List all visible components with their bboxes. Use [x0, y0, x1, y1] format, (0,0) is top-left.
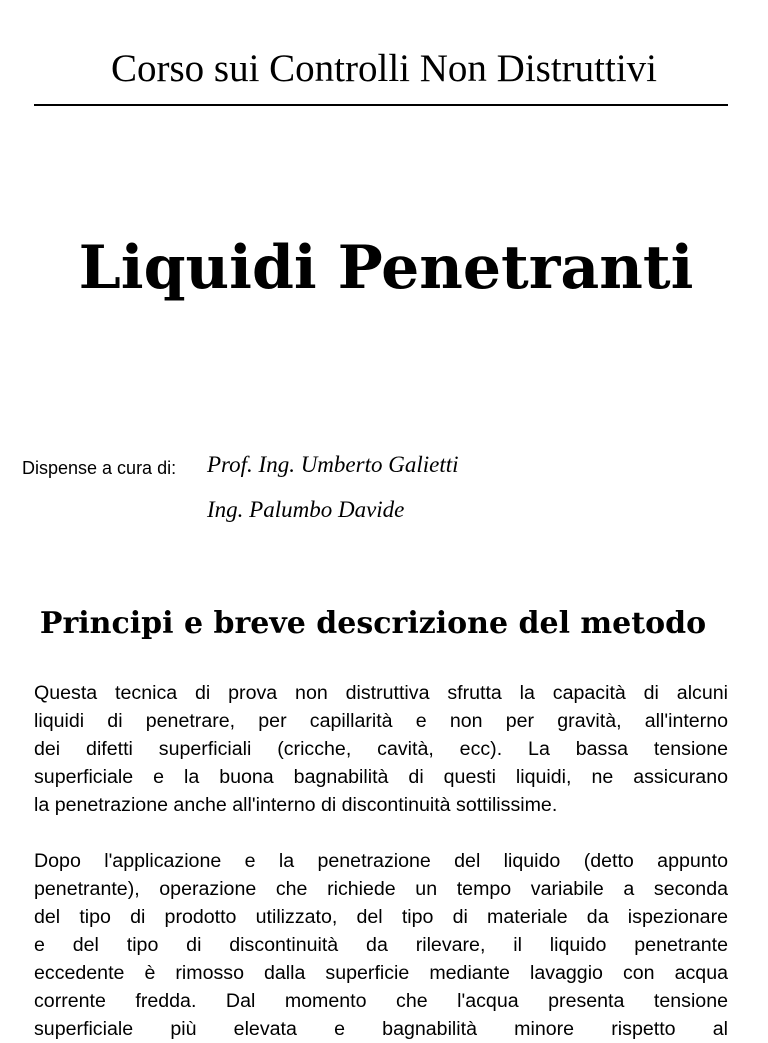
body-paragraph — [34, 847, 728, 1043]
credits-label: Dispense a cura di: — [22, 458, 177, 478]
paragraph-line: eccedente è rimosso dalla superficie mediante lavaggio con acqua — [34, 962, 728, 984]
paragraph-line: superficiale e la buona bagnabilità di questi liquidi, ne assicurano — [34, 766, 728, 788]
course-title: Corso sui Controlli Non Distruttivi — [110, 47, 658, 90]
section-heading: Principi e breve descrizione del metodo — [39, 606, 707, 641]
paragraph-line: la penetrazione anche all'interno di discontinuità sottilissime. — [34, 794, 558, 816]
paragraph-line: superficiale più elevata e bagnabilità minore rispetto al — [34, 1018, 728, 1040]
paragraph-line: corrente fredda. Dal momento che l'acqua presenta tensione — [34, 990, 728, 1012]
author-name: Ing. Palumbo Davide — [207, 497, 405, 522]
body-paragraph — [34, 679, 728, 819]
author-name: Prof. Ing. Umberto Galietti — [207, 452, 459, 477]
document-title: Liquidi Penetranti — [78, 233, 694, 303]
paragraph-line: penetrante), operazione che richiede un tempo variabile a seconda — [34, 878, 728, 900]
paragraph-line: liquidi di penetrare, per capillarità e non per gravità, all'interno — [34, 710, 728, 732]
paragraph-line: dei difetti superficiali (cricche, cavità, ecc). La bassa tensione — [34, 738, 728, 760]
paragraph-line: del tipo di prodotto utilizzato, del tipo di materiale da ispezionare — [34, 906, 728, 928]
paragraph-line: e del tipo di discontinuità da rilevare, il liquido penetrante — [34, 934, 728, 956]
paragraph-line: Dopo l'applicazione e la penetrazione del liquido (detto appunto — [34, 850, 728, 872]
paragraph-line: Questa tecnica di prova non distruttiva sfrutta la capacità di alcuni — [34, 682, 728, 704]
header-divider — [34, 104, 728, 106]
